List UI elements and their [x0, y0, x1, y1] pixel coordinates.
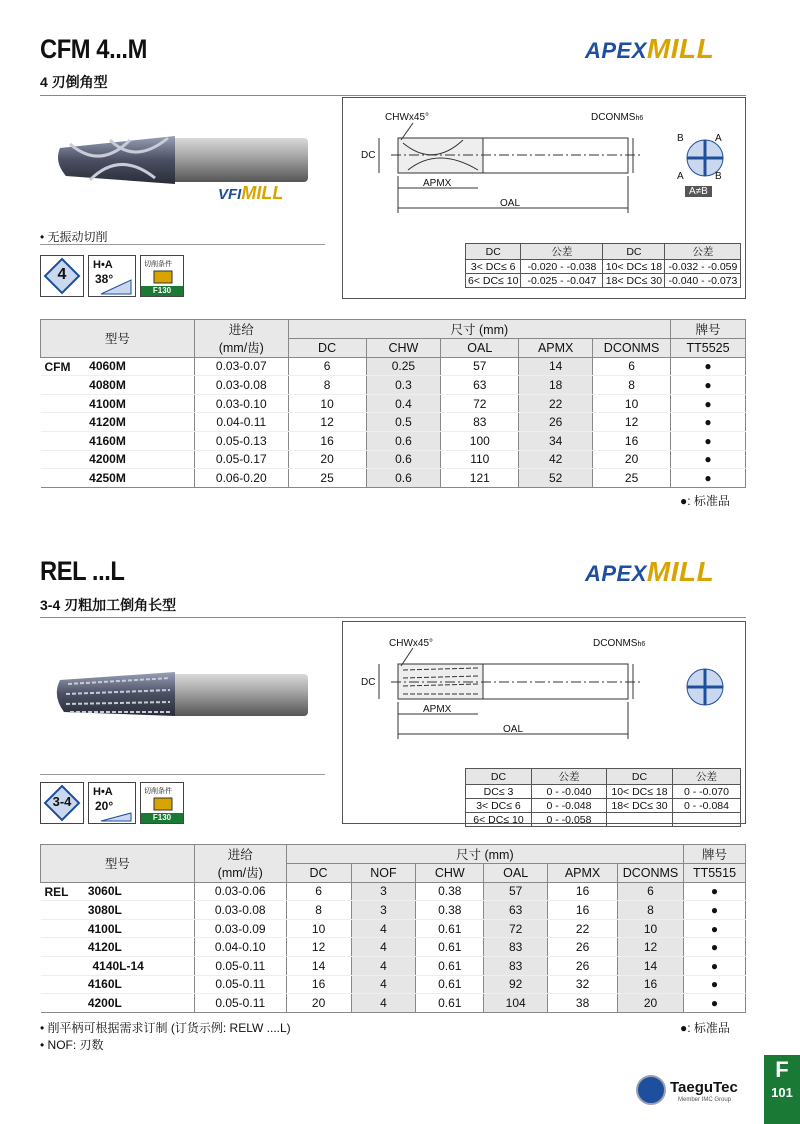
dconms-cell: 6	[618, 882, 684, 901]
col-feed	[194, 845, 286, 883]
dc-cell: 10	[286, 919, 351, 938]
chw-cell: 0.6	[366, 469, 441, 488]
apmx-cell: 52	[519, 469, 593, 488]
dc-cell: 16	[286, 975, 351, 994]
chw-cell: 0.38	[416, 882, 484, 901]
nof-cell: 4	[351, 919, 416, 938]
label-apmx: APMX	[423, 178, 452, 189]
tol-header-row	[466, 769, 741, 785]
rel-tool-image	[50, 664, 310, 726]
helix-angle-badge-2	[88, 782, 136, 824]
helix-angle-badge	[88, 255, 136, 297]
tol-header: DC	[603, 244, 665, 260]
col-grade: 牌号	[671, 320, 746, 339]
chw-cell: 0.61	[416, 956, 484, 975]
label-oal: OAL	[503, 724, 524, 735]
model-cell: 3080L	[41, 901, 195, 920]
feed-cell: 0.03-0.09	[194, 919, 286, 938]
tol-cell: -0.040 - -0.073	[665, 274, 741, 288]
model-cell	[41, 357, 195, 376]
feed-cell: 0.05-0.11	[194, 975, 286, 994]
helix-value: 20°	[95, 799, 114, 813]
col-feed-label: 进给	[228, 323, 254, 338]
apmx-cell: 16	[548, 901, 618, 920]
model-cell: 4200M	[41, 450, 195, 469]
model-cell: 4200L	[41, 994, 195, 1013]
model-cell: 4160L	[41, 975, 195, 994]
chw-cell: 0.61	[416, 994, 484, 1013]
tol-header: 公差	[665, 244, 741, 260]
label-a-bottom: A	[677, 171, 684, 182]
col-grade: 牌号	[683, 845, 745, 864]
label-a-top: A	[715, 133, 722, 144]
flute-count: 4	[57, 266, 67, 283]
oal-cell: 57	[484, 882, 548, 901]
oal-cell: 72	[484, 919, 548, 938]
model-cell: 4160M	[41, 431, 195, 450]
tol-header: DC	[607, 769, 673, 785]
table-row	[41, 413, 746, 432]
chw-cell: 0.61	[416, 919, 484, 938]
dc-cell: 20	[286, 994, 351, 1013]
tol-cell: 3< DC≤ 6	[466, 799, 532, 813]
col-oal: OAL	[484, 864, 548, 883]
page-number: 101	[771, 1085, 793, 1100]
col-tt5525: TT5525	[671, 339, 746, 358]
apmx-cell: 22	[519, 394, 593, 413]
table-row	[41, 956, 746, 975]
oal-cell: 83	[484, 956, 548, 975]
tol-cell: 0 - -0.084	[673, 799, 741, 813]
apexmill-logo	[585, 33, 714, 65]
table-row	[41, 975, 746, 994]
col-dims: 尺寸 (mm)	[288, 320, 670, 339]
note-flat-shank: • 削平柄可根据需求订制 (订货示例: RELW ....L)	[40, 1021, 291, 1035]
grade-cell: ●	[671, 450, 746, 469]
flute-count-badge-2	[40, 782, 84, 824]
rel-tolerance-table	[465, 768, 741, 827]
chw-cell: 0.6	[366, 450, 441, 469]
apmx-cell: 26	[548, 938, 618, 957]
dconms-cell: 20	[593, 450, 671, 469]
col-model: 型号	[41, 320, 195, 358]
note-nof: • NOF: 刃数	[40, 1038, 104, 1052]
tol-cell: 0 - -0.048	[532, 799, 607, 813]
feed-cell: 0.03-0.07	[194, 357, 288, 376]
tol-cell: 3< DC≤ 6	[466, 260, 521, 274]
feed-cell: 0.05-0.11	[194, 956, 286, 975]
col-apmx: APMX	[519, 339, 593, 358]
dc-cell: 6	[286, 882, 351, 901]
rel-drawing-box	[342, 621, 746, 824]
col-oal: OAL	[441, 339, 519, 358]
chw-cell: 0.3	[366, 376, 441, 395]
col-feed-unit: (mm/齿)	[217, 866, 263, 881]
feature-divider	[40, 244, 325, 245]
table-row	[41, 394, 746, 413]
oal-cell: 72	[441, 394, 519, 413]
feed-cell: 0.03-0.08	[194, 376, 288, 395]
cutting-condition-badge-2	[140, 782, 184, 824]
section2-subtitle: 3-4 刃粗加工倒角长型	[40, 597, 177, 613]
col-feed	[194, 320, 288, 358]
col-dc: DC	[286, 864, 351, 883]
legend-standard: ●: 标准品	[680, 494, 730, 508]
label-a-neq-b: A≠B	[685, 186, 712, 197]
col-dims: 尺寸 (mm)	[286, 845, 683, 864]
table-row	[41, 357, 746, 376]
flute-count: 3-4	[52, 794, 72, 809]
table-row	[41, 450, 746, 469]
model-prefix: REL	[44, 884, 69, 899]
oal-cell: 100	[441, 431, 519, 450]
tol-cell: 0 - -0.070	[673, 785, 741, 799]
model-cell: 4120M	[41, 413, 195, 432]
nof-cell: 3	[351, 901, 416, 920]
tol-cell: 0 - -0.058	[532, 813, 607, 827]
tol-cell: 0 - -0.040	[532, 785, 607, 799]
cutting-cond-code: F130	[141, 813, 183, 823]
feed-cell: 0.03-0.06	[194, 882, 286, 901]
book-icon	[153, 797, 173, 811]
oal-cell: 92	[484, 975, 548, 994]
col-nof: NOF	[351, 864, 416, 883]
col-tt5515: TT5515	[683, 864, 745, 883]
tol-cell: 10< DC≤ 18	[603, 260, 665, 274]
dc-cell: 6	[288, 357, 366, 376]
dc-cell: 12	[288, 413, 366, 432]
col-dconms: DCONMS	[593, 339, 671, 358]
tol-header: DC	[466, 244, 521, 260]
label-dc: DC	[361, 150, 376, 161]
rel-spec-table	[40, 844, 746, 1013]
grade-cell: ●	[671, 357, 746, 376]
dconms-cell: 10	[593, 394, 671, 413]
apmx-cell: 38	[548, 994, 618, 1013]
logo-mill: MILL	[646, 33, 715, 64]
model-cell: 4120L	[41, 938, 195, 957]
label-dconms	[593, 638, 645, 649]
dc-cell: 8	[288, 376, 366, 395]
helix-angle-icon	[99, 805, 133, 823]
logo-apex: APEX	[585, 561, 647, 586]
feed-cell: 0.05-0.13	[194, 431, 288, 450]
dconms-cell: 14	[618, 956, 684, 975]
col-chw: CHW	[416, 864, 484, 883]
oal-cell: 104	[484, 994, 548, 1013]
logo-mill: MILL	[646, 556, 715, 587]
chw-cell: 0.38	[416, 901, 484, 920]
cutting-cond-label: 切削条件	[144, 261, 172, 268]
table-row	[41, 376, 746, 395]
dc-cell: 8	[286, 901, 351, 920]
grade-cell: ●	[671, 469, 746, 488]
tol-header: 公差	[521, 244, 603, 260]
apmx-cell: 34	[519, 431, 593, 450]
dconms-cell: 20	[618, 994, 684, 1013]
grade-cell: ●	[683, 975, 745, 994]
oal-cell: 63	[441, 376, 519, 395]
grade-cell: ●	[683, 956, 745, 975]
dc-cell: 12	[286, 938, 351, 957]
label-b-top: B	[677, 133, 684, 144]
dc-cell: 10	[288, 394, 366, 413]
legend-standard-2: ●: 标准品	[680, 1021, 730, 1035]
apmx-cell: 32	[548, 975, 618, 994]
chw-cell: 0.61	[416, 938, 484, 957]
dconms-cell: 8	[593, 376, 671, 395]
label-b-bottom: B	[715, 171, 722, 182]
chw-cell: 0.25	[366, 357, 441, 376]
cfm-tolerance-table	[465, 243, 741, 288]
table-row	[41, 919, 746, 938]
label-dconms-text: DCONMS	[591, 112, 636, 123]
model-cell: 4080M	[41, 376, 195, 395]
tol-cell: 18< DC≤ 30	[603, 274, 665, 288]
vfimill-logo-b: MILL	[241, 183, 284, 203]
nof-cell: 4	[351, 994, 416, 1013]
section1-subtitle: 4 刃倒角型	[40, 74, 108, 90]
tol-row	[466, 260, 741, 274]
grade-cell: ●	[671, 413, 746, 432]
tol-row	[466, 813, 741, 827]
vfimill-logo-a: VFI	[218, 186, 242, 203]
dconms-cell: 16	[593, 431, 671, 450]
helix-label: H•A	[93, 786, 113, 798]
apmx-cell: 18	[519, 376, 593, 395]
label-chw: CHWx45°	[385, 112, 430, 123]
grade-cell: ●	[683, 994, 745, 1013]
tol-cell	[607, 813, 673, 827]
table-row	[41, 901, 746, 920]
apexmill-logo-2	[585, 556, 714, 588]
apmx-cell: 22	[548, 919, 618, 938]
chw-cell: 0.4	[366, 394, 441, 413]
tab-letter: F	[775, 1057, 789, 1082]
feed-cell: 0.03-0.10	[194, 394, 288, 413]
cutting-cond-code: F130	[141, 286, 183, 296]
model-prefix: CFM	[44, 359, 71, 374]
feed-cell: 0.03-0.08	[194, 901, 286, 920]
feed-cell: 0.04-0.11	[194, 413, 288, 432]
cfm-spec-table	[40, 319, 746, 488]
tol-cell: 6< DC≤ 10	[466, 813, 532, 827]
oal-cell: 121	[441, 469, 519, 488]
model-code: 4060M	[89, 359, 126, 374]
chw-cell: 0.6	[366, 431, 441, 450]
grade-cell: ●	[671, 376, 746, 395]
section1-divider	[40, 95, 746, 96]
page-tab	[764, 1055, 800, 1124]
tol-cell: -0.020 - -0.038	[521, 260, 603, 274]
tol-header: 公差	[532, 769, 607, 785]
feed-cell: 0.05-0.11	[194, 994, 286, 1013]
model-cell	[41, 882, 195, 901]
apmx-cell: 14	[519, 357, 593, 376]
model-cell: 4100L	[41, 919, 195, 938]
dconms-cell: 10	[618, 919, 684, 938]
tol-cell: DC≤ 3	[466, 785, 532, 799]
chw-cell: 0.61	[416, 975, 484, 994]
model-cell: 4250M	[41, 469, 195, 488]
table-row	[41, 431, 746, 450]
tol-cell	[673, 813, 741, 827]
model-code: 3060L	[87, 884, 122, 899]
tol-row	[466, 785, 741, 799]
taegutec-sub: Member IMC Group	[678, 1097, 732, 1103]
oal-cell: 110	[441, 450, 519, 469]
feed-cell: 0.04-0.10	[194, 938, 286, 957]
tol-header-row	[466, 244, 741, 260]
col-model: 型号	[41, 845, 195, 883]
feature-divider-2	[40, 774, 325, 775]
logo-apex: APEX	[585, 38, 647, 63]
dc-cell: 14	[286, 956, 351, 975]
dconms-cell: 16	[618, 975, 684, 994]
flute-count-badge	[40, 255, 84, 297]
helix-label: H•A	[93, 259, 113, 271]
vfimill-logo	[218, 183, 283, 204]
feed-cell: 0.06-0.20	[194, 469, 288, 488]
apmx-cell: 16	[548, 882, 618, 901]
tol-cell: 18< DC≤ 30	[607, 799, 673, 813]
helix-angle-icon	[99, 278, 133, 296]
model-cell: 4140L-14	[41, 956, 195, 975]
nof-cell: 3	[351, 882, 416, 901]
nof-cell: 4	[351, 956, 416, 975]
grade-cell: ●	[683, 901, 745, 920]
nof-cell: 4	[351, 938, 416, 957]
dconms-cell: 25	[593, 469, 671, 488]
label-apmx: APMX	[423, 704, 452, 715]
label-oal: OAL	[500, 198, 521, 209]
section2-title: REL ...L	[40, 556, 125, 586]
table-row	[41, 994, 746, 1013]
taegutec-brand: TaeguTec	[670, 1079, 738, 1096]
grade-cell: ●	[683, 882, 745, 901]
feed-cell: 0.05-0.17	[194, 450, 288, 469]
cutting-condition-badge	[140, 255, 184, 297]
dc-cell: 25	[288, 469, 366, 488]
nof-cell: 4	[351, 975, 416, 994]
grade-cell: ●	[683, 938, 745, 957]
dconms-cell: 8	[618, 901, 684, 920]
section2-divider	[40, 617, 746, 618]
oal-cell: 83	[484, 938, 548, 957]
apmx-cell: 26	[548, 956, 618, 975]
tol-header: 公差	[673, 769, 741, 785]
label-dc: DC	[361, 677, 376, 688]
dc-cell: 20	[288, 450, 366, 469]
table-row	[41, 882, 746, 901]
section1-title: CFM 4...M	[40, 34, 147, 64]
helix-value: 38°	[95, 272, 114, 286]
cfm-drawing-box	[342, 97, 746, 299]
col-dc: DC	[288, 339, 366, 358]
col-feed-label: 进给	[227, 848, 253, 863]
label-chw: CHWx45°	[389, 638, 434, 649]
chw-cell: 0.5	[366, 413, 441, 432]
header-row	[41, 320, 746, 339]
col-dconms: DCONMS	[618, 864, 684, 883]
oal-cell: 57	[441, 357, 519, 376]
feature-note: • 无振动切削	[40, 230, 108, 244]
dconms-cell: 12	[593, 413, 671, 432]
apmx-cell: 42	[519, 450, 593, 469]
label-dconms-text: DCONMS	[593, 638, 638, 649]
col-apmx: APMX	[548, 864, 618, 883]
tol-row	[466, 799, 741, 813]
taegutec-logo-icon	[636, 1075, 666, 1105]
header-row	[41, 845, 746, 864]
cutting-cond-label: 切削条件	[144, 788, 172, 795]
apmx-cell: 26	[519, 413, 593, 432]
book-icon	[153, 270, 173, 284]
grade-cell: ●	[671, 431, 746, 450]
table-row	[41, 469, 746, 488]
label-dconms-tol: h6	[635, 115, 644, 122]
label-dconms	[591, 112, 643, 123]
oal-cell: 83	[441, 413, 519, 432]
tol-row	[466, 274, 741, 288]
tol-cell: -0.032 - -0.059	[665, 260, 741, 274]
table-row	[41, 938, 746, 957]
col-chw: CHW	[366, 339, 441, 358]
model-cell: 4100M	[41, 394, 195, 413]
dconms-cell: 12	[618, 938, 684, 957]
dconms-cell: 6	[593, 357, 671, 376]
oal-cell: 63	[484, 901, 548, 920]
tol-cell: 10< DC≤ 18	[607, 785, 673, 799]
label-dconms-tol: h6	[637, 641, 646, 648]
grade-cell: ●	[683, 919, 745, 938]
tol-cell: 6< DC≤ 10	[466, 274, 521, 288]
dc-cell: 16	[288, 431, 366, 450]
tol-cell: -0.025 - -0.047	[521, 274, 603, 288]
col-feed-unit: (mm/齿)	[218, 341, 264, 356]
grade-cell: ●	[671, 394, 746, 413]
tol-header: DC	[466, 769, 532, 785]
